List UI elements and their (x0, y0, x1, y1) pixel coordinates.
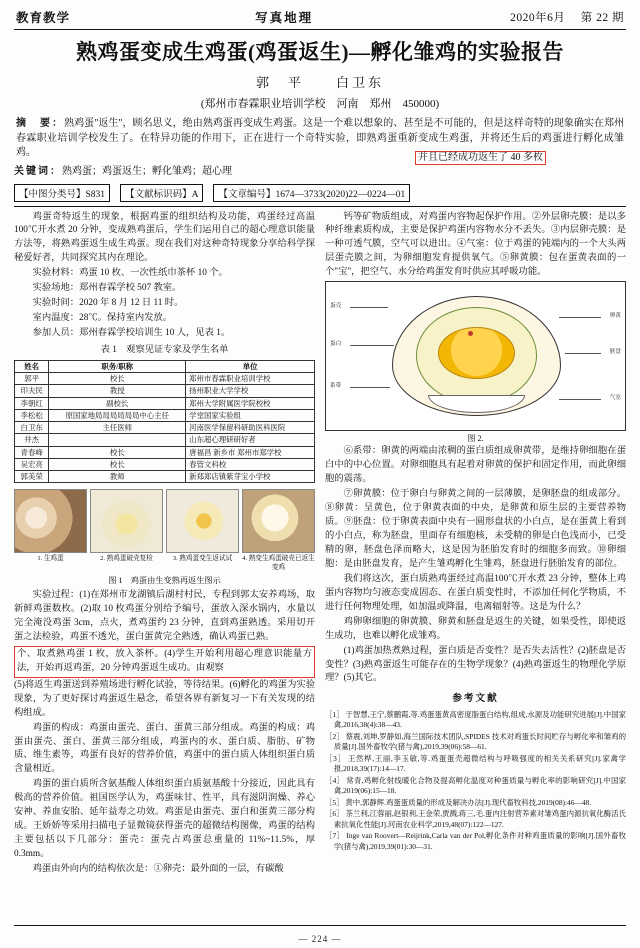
table-header-row (15, 360, 315, 372)
references-list (325, 710, 626, 853)
doc-code-label: 【文献标识码】 (125, 189, 192, 200)
paragraph: ⑦卵黄膜：位于卵白与卵黄之间的一层薄膜，是卵胚盘的组成部分。⑧卵黄：呈黄色，位于卵黄表面的中央，是卵黄和原生层的主要营养物质。⑨胚盘：位于卵黄表面中央有一圆形盘状的小白点，是在蛋黄上看到的小白点，称为胚盘，里面存有细胞核，未受精的卵是白色浅而小，已受精的卵，胚盘色泽而略大，这是因为胚胎发育时的细胞多而致。⑩卵细胞：是由胚盘发育，是产生雏鸡孵化生雏鸡，胚盘进行胚胎发育的部位。 (325, 489, 626, 569)
leader-line (350, 345, 394, 346)
figure-2-egg-diagram (325, 281, 626, 431)
doc-code-box (120, 184, 203, 202)
highlighted-passage-text: 个、取煮熟鸡蛋 1 枚，放入茶杯。(4)学生开始利用超心理意识能量方法，开始再返鸡蛋，20 分钟鸡蛋返生成功。由观察 (17, 648, 312, 673)
table-row (15, 434, 315, 446)
egg-part-label: 卵黄 (609, 313, 621, 320)
table-cell: 主任医师 (49, 422, 186, 434)
reference-item: ［4］ 常青,鸡孵化射线暖化合物及提高孵化温度对种蛋质量与孵化率的影响研究[J].中国家禽,2019(06):15—18. (325, 775, 626, 796)
table-cell: 校长 (49, 458, 186, 470)
table-row (15, 422, 315, 434)
egg-part-label: 蛋壳 (330, 303, 342, 310)
egg-yolk-region (438, 327, 515, 379)
paragraph: 实验时间：2020 年 8 月 12 日 11 时。 (32, 298, 184, 309)
photo-caption: 4. 熟变生鸡蛋破壳已返生变鸡 (242, 555, 315, 571)
table-col-header: 职务/职称 (49, 360, 186, 372)
page-footer (0, 934, 640, 944)
paragraph: 钙等矿物质组成，对鸡蛋内容物起保护作用。②外层卵壳膜：是以多种纤维素质构成，主要是保护鸡蛋内容物水分不丢失。③内层卵壳膜：是一种可透气膜，空气可以进出。④气室：位于鸡蛋的钝端内的一个大头两层蛋壳膜之间，为卵细胞发育提供氧气。⑤卵黄膜：包在蛋黄表面的一个"宝"，把空气、水分给鸡蛋发育时供应其呼吸功能。 (325, 211, 626, 278)
page-title: 熟鸡蛋变成生鸡蛋(鸡蛋返生)—孵化雏鸡的实验报告 (76, 40, 564, 64)
table-cell: 新郑郑店镇紫芽宝小学校 (186, 471, 315, 483)
egg-part-label: 胚盘 (609, 349, 621, 356)
abstract-label: 摘 要： (16, 118, 65, 129)
table-cell: 原国家地局局局局局局中心主任 (49, 409, 186, 421)
table-cell: 副校长 (49, 397, 186, 409)
issue-date: 2020年6月 (510, 12, 566, 24)
meta-divider (14, 206, 626, 207)
meta-row (14, 184, 626, 202)
paragraph: 实验场地：郑州春霖学校 507 教室。 (32, 283, 182, 294)
table-cell: 校长 (49, 446, 186, 458)
table-cell (49, 434, 186, 446)
figure-1-photo-captions (14, 553, 315, 571)
table-row (15, 385, 315, 397)
affiliation: (郑州市春霖职业培训学校 河南 郑州 450000) (200, 98, 440, 110)
paragraph: 鸡蛋的构成：鸡蛋由蛋壳、蛋白、蛋黄三部分组成。鸡蛋的构成：鸡蛋由蛋壳、蛋白、蛋黄三部分组成，鸡蛋内的水、蛋白质、脂肪、矿物质、维生素等，鸡蛋有良好的营养价值，鸡蛋中的蛋白质人体组织蛋白质含量相近。 (14, 722, 315, 775)
reference-item: ［5］ 黄中,郭静辉.鸡蛋蛋质量的形成及解决办法[J].现代畜牧科技,2019(08):46—48. (325, 797, 592, 807)
page-number: — 224 — (298, 934, 342, 944)
table-row (15, 458, 315, 470)
reference-item: ［1］ 于智慧,王宁,蔡鹏霞,等.鸡蛋蛋黄高密度脂蛋白结构,组成,水源及功能研究进展[J].中国家禽,2016,38(4):38—43. (325, 709, 626, 730)
paragraph: 室内温度：28℃。保持室内发放。 (32, 313, 173, 324)
table-cell: 教师 (49, 471, 186, 483)
table-row (15, 397, 315, 409)
keywords-label: 关键词： (14, 165, 62, 177)
paragraph: 实验过程：(1)在郑州市龙湖镇后湖村村民，专程到郭太安养鸡场，取新鲜鸡蛋数枚。(2)取 10 枚鸡蛋分别给予编号，蛋放入深水锅内，水量以完全淹没鸡蛋 3cm，点火，煮鸡蛋约 23 分钟，直到鸡蛋熟透。采用切开蛋之法检验，鸡蛋不透光，蛋白蛋黄完全熟透，确认鸡蛋已熟。 (14, 590, 315, 642)
egg-germinal-disc (468, 331, 473, 336)
body-columns (14, 211, 626, 878)
photo-caption: 2. 熟鸡蛋破壳复检 (100, 555, 153, 563)
table-cell: 扬州职业大学学校 (186, 385, 315, 397)
keywords-text: 熟鸡蛋；鸡蛋返生；孵化雏鸡；超心理 (62, 165, 232, 177)
paragraph: ⑥系带：卵黄的两端由浓稠的蛋白质组成卵黄带，是维持卵细胞在蛋白中的中心位置。对卵细胞具有起着对卵黄的保护和固定作用，而此卵细胞的震荡。 (325, 446, 626, 485)
figure-1 (14, 489, 315, 587)
authors: 郭 平 白卫东 (255, 75, 384, 90)
table-cell: 郭美荣 (15, 471, 49, 483)
abstract-text: 熟鸡蛋"返生"，顾名思义，绝由熟鸡蛋再变成生鸡蛋。这是一个难以想象的、甚至是不可能的，但是这样奇特的现象确实在郑州春霖职业培训学校发生了。在特异功能的作用下，正在进行一个奇特实验，即熟鸡蛋重新变成生鸡蛋，并将还生后的鸡蛋进行孵化成雏鸡。 (16, 118, 624, 158)
observer-table (14, 360, 315, 484)
table-cell: 春管文科校 (186, 458, 315, 470)
table-cell: 河南医学保留科研助医科医院 (186, 422, 315, 434)
paragraph: 鸡蛋由外向内的结构依次是：①卵壳：最外面的一层，有碳酸 (32, 863, 284, 874)
egg-part-label: 气室 (609, 395, 621, 402)
paragraph: (1)鸡蛋加热煮熟过程，蛋白质是否变性？是否失去活性？(2)胚盘是否变性？(3)熟鸡蛋返生可能存在的生物学现象？(4)熟鸡蛋返生的物理化学原理？(5)其它。 (325, 645, 626, 684)
article-no-label: 【文章编号】 (218, 189, 276, 200)
cn-class-box (14, 184, 110, 202)
table-cell: 郭平 (15, 373, 49, 385)
running-head (14, 6, 626, 29)
reference-item: ［6］ 茶兰利,江蓉丽,赵银利,王金荣,贾溅,蒋三,毛.蛋内注射营养素对雏鸡蛋内源抗氧化酶活氏素抗氧化性能[J].河南农业科学,2019,48(07):122—127. (325, 809, 626, 829)
paragraph: 鸡蛋的蛋白质所含氨基酸人体组织蛋白质氨基酸十分接近，因此具有极高的营养价值。祖国医学认为，鸡蛋味甘、性平，具有滋阴润燥、养心安神、养血安胎、延年益寿之功效。鸡蛋是由蛋壳、蛋白和蛋黄三部分构成。王娇娇等采用扫描电子显微镜获得蛋壳的超微结构图像，鸡蛋的结构主要包括以下几部分：蛋壳：蛋壳占鸡蛋总重量的 11%~11.5%，厚 0.3mm。 (14, 779, 315, 860)
table-cell: 井杰 (15, 434, 49, 446)
figure-1-label: 图 1 鸡蛋由生变熟再返生图示 (108, 575, 221, 585)
issue-number: 第 22 期 (580, 12, 624, 24)
paragraph: (5)将返生鸡蛋送到养殖场进行孵化试验，等待结果。(6)孵化的鸡蛋为实验现象，为了更好探讨鸡蛋返生悬念，希望各界有新复习一下有关发现的结构组成。 (14, 679, 315, 718)
photo-returned-egg-test (166, 489, 239, 553)
paragraph: 实验材料：鸡蛋 10 枚、一次性纸巾茶杯 10 个。 (32, 268, 228, 279)
references-heading: 参考文献 (452, 693, 499, 705)
leader-line (350, 387, 390, 388)
keywords (14, 151, 626, 179)
figure-2-label: 图 2. (467, 434, 484, 444)
article-no-value: 1674—3733(2020)22—0224—01 (275, 189, 406, 200)
photo-caption: 1. 生鸡蛋 (37, 555, 64, 563)
paragraph: 鸡卵卵细胞的卵黄膜、卵黄和胚盘是返生的关键，如果受性，即使返生成功，也难以孵化成雏鸡。 (325, 616, 626, 641)
table-cell: 李朝红 (15, 397, 49, 409)
cn-class-label: 【中图分类号】 (19, 189, 86, 200)
reference-item: ［3］ 王然桦,王丽,李玉敏,等.鸡蛋蛋壳超微结构与呼吸强度的相关关系研究[J].家禽学报,2018,39(17):14—17. (325, 753, 626, 774)
paragraph: 鸡蛋奇特返生的现象，根据鸡蛋的组织结构及功能，鸡蛋经过高温100℃开水煮 20 分钟，变成熟鸡蛋后，学生们运用自己的超心理意识能量方法等，将熟鸡蛋返生成生鸡蛋。现在我们对这种奇特现象分享给科学探秘爱好者，共同探究其内在理论。 (14, 211, 315, 264)
table-cell: 学堂国家实验组 (186, 409, 315, 421)
table-cell: 山东超心理研研好者 (186, 434, 315, 446)
paragraph: 参加人员：郑州春霖学校培训生 10 人，见表 1。 (32, 328, 231, 338)
table-cell: 印夫民 (15, 385, 49, 397)
doc-code-value: A (191, 189, 199, 200)
keywords-highlight: 并且已经成功返生了 40 多枚 (415, 151, 546, 166)
leader-line (350, 307, 388, 308)
table-row (15, 471, 315, 483)
cn-class-value: S831 (85, 189, 106, 200)
footer-divider (14, 925, 626, 926)
table-cell: 郑州市春霖职业培训学校 (186, 373, 315, 385)
left-column (14, 211, 315, 878)
table-cell: 唐福昌 新乡市 郑州市郑学校 (186, 446, 315, 458)
journal-name: 写真地理 (255, 11, 314, 25)
table-row (15, 446, 315, 458)
table-col-header: 单位 (186, 360, 315, 372)
table-row (15, 373, 315, 385)
table-cell: 李松松 (15, 409, 49, 421)
highlighted-passage (14, 646, 315, 678)
table-cell: 教授 (49, 385, 186, 397)
article-no-box (213, 184, 410, 202)
leader-line (565, 353, 601, 354)
running-head-section: 教育教学 (16, 11, 71, 25)
egg-part-label: 蛋白 (330, 341, 342, 348)
paragraph: 我们将这次，蛋白质熟鸡蛋经过高温100℃开水煮 23 分钟，整体上鸡蛋内容物均匀液态变成固态、在蛋白质变性时，不添加任何化学物质，不进行任何物理处理，如加温或降温，电离辐射等。这是为什么？ (325, 573, 626, 612)
table-cell: 白卫东 (15, 422, 49, 434)
header-divider (14, 29, 626, 30)
table-cell: 校长 (49, 373, 186, 385)
leader-line (559, 399, 601, 400)
table-row (15, 409, 315, 421)
issue-info (498, 9, 624, 25)
photo-returned-egg-opened (242, 489, 315, 553)
table-caption: 表 1 观察见证专家及学生名单 (100, 344, 229, 355)
egg-part-label: 系带 (330, 383, 342, 390)
figure-1-photos (14, 489, 315, 553)
photo-boiled-egg-opened (90, 489, 163, 553)
table-col-header: 姓名 (15, 360, 49, 372)
leader-line (559, 317, 601, 318)
table-cell: 郑州大学附属医学院校校 (186, 397, 315, 409)
table-cell: 青春峰 (15, 446, 49, 458)
reference-item: ［2］ 蔡震,刘坤,罗静如,海兰国际技术团队,SPIDES 技术对鸡蛋长时间贮存与孵化率和雏鸡的质量[J].国外畜牧学(猪与禽),2019,39(06):58—61. (325, 731, 626, 752)
photo-raw-egg (14, 489, 87, 553)
right-column (325, 211, 626, 878)
table-cell: 吴宏亮 (15, 458, 49, 470)
photo-caption: 3. 熟鸡蛋变生返试试 (172, 555, 233, 563)
reference-item: ［7］ Inge van Roovert—Reijrink,Carla van der Pol,孵化条件对种鸡蛋质量的影响[J].国外畜牧学(猪与禽),2019,39(01):30—31. (325, 831, 626, 851)
